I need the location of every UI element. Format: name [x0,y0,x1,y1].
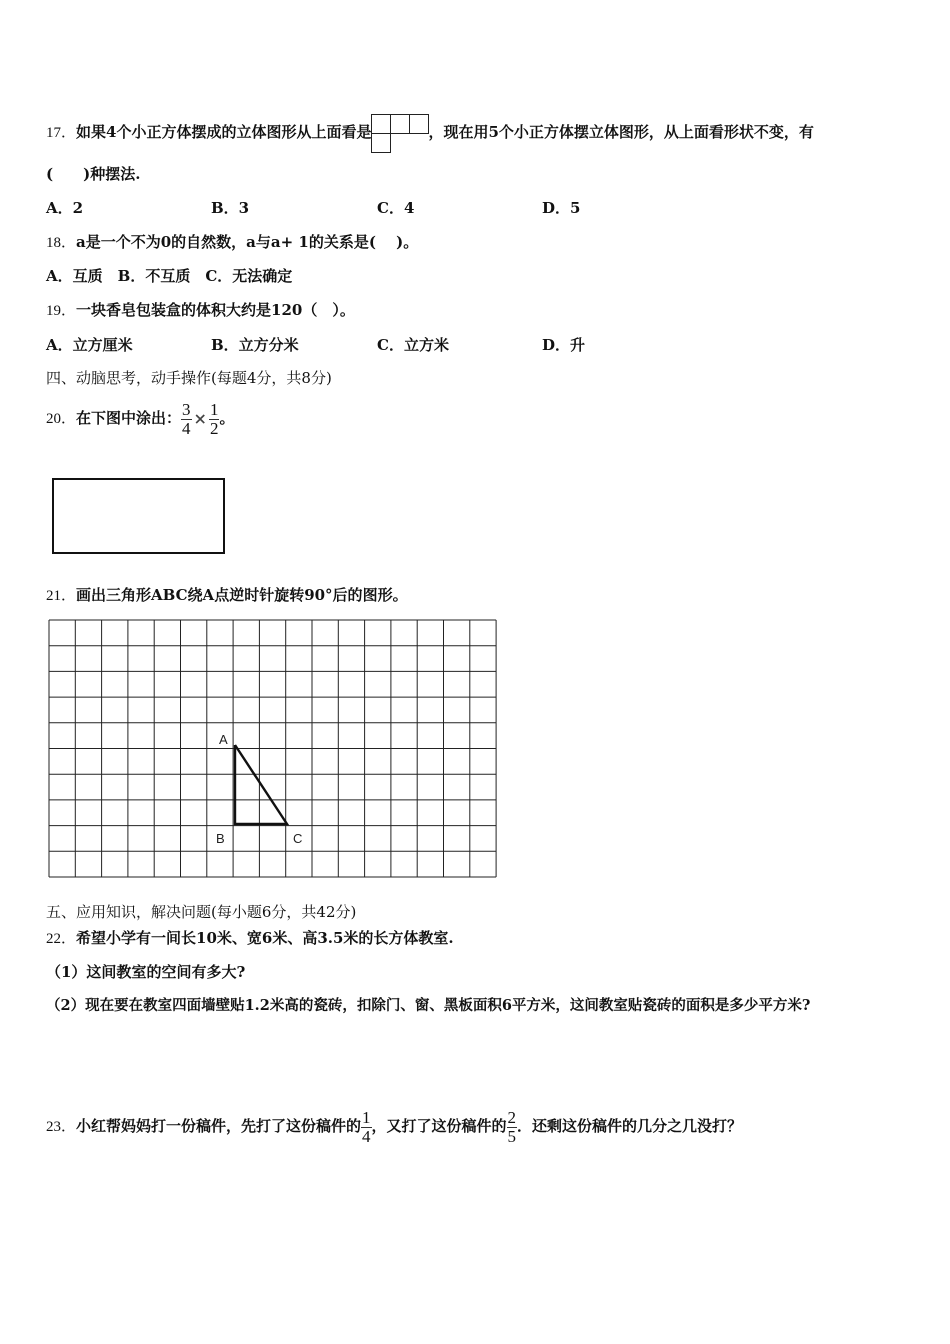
q17-blank-line: ( )种摆法. [46,165,141,183]
q18-line [46,232,418,253]
q20-frac1-num: 3 [182,399,191,419]
label-c: C [293,831,303,846]
label-b: B [216,831,225,846]
q21-line [46,585,408,606]
q23-frac1-num: 1 [362,1107,371,1127]
q20-shading-rectangle [52,478,225,554]
q22-sub-1: （1）这间教室的空间有多大? [46,963,246,981]
q23-frac2-num: 2 [507,1107,517,1127]
q20-frac2-num: 1 [209,399,219,419]
q21-number: 21． [46,588,77,604]
q19-option-c: C．立方米 [377,336,449,354]
q23-frac1-den: 4 [362,1126,371,1146]
q19-option-a: A．立方厘米 [46,336,133,354]
q23-text-b: ，又打了这份稿件的 [371,1117,507,1135]
section-4-heading: 四、动脑思考，动手操作(每题4分，共8分) [46,369,332,387]
q23-number: 23． [46,1119,77,1135]
q22-number: 22． [46,931,77,947]
q23-frac2-den: 5 [507,1126,517,1146]
q19-option-b: B．立方分米 [211,336,299,354]
q20-fraction-1 [181,401,192,438]
q22-sub-2: （2）现在要在教室四面墙壁贴1.2米高的瓷砖，扣除门、窗、黑板面积6平方米，这间教室贴瓷砖的面积是多少平方米? [46,997,811,1014]
q20-text: 在下图中涂出： [76,409,182,427]
q17-option-c: C．4 [377,199,415,217]
q17-text-b: ，现在用5个小正方体摆立体图形，从上面看形状不变，有 [428,123,814,141]
label-a: A [219,732,228,747]
q17-option-d: D．5 [542,199,581,217]
q20-frac1-den: 4 [182,418,191,438]
q20-number: 20． [46,411,77,427]
q21-grid [47,618,503,880]
q18-text: a是一个不为0的自然数，a与a+ 1的关系是( )。 [76,233,419,251]
q17-option-b: B．3 [211,199,250,217]
q20-end: 。 [219,409,235,427]
q18-options: A．互质 B．不互质 C．无法确定 [46,267,293,285]
q23-line [46,1104,742,1149]
q19-option-d: D．升 [542,336,586,354]
q19-text: 一块香皂包装盒的体积大约是120（ ）。 [76,301,355,319]
q23-text-c: ．还剩这份稿件的几分之几没打？ [517,1117,743,1135]
q22-line [46,928,454,949]
q20-fraction-2 [209,401,220,438]
q17-line1 [46,114,814,152]
q18-number: 18． [46,235,77,251]
q17-number: 17． [46,125,77,141]
q23-text-a: 小红帮妈妈打一份稿件，先打了这份稿件的 [76,1117,362,1135]
times-sign: × [193,409,207,428]
q23-fraction-1 [361,1109,372,1146]
section-5-heading: 五、应用知识，解决问题(每小题6分，共42分) [46,903,357,921]
q22-text: 希望小学有一间长10米、宽6米、高3.5米的长方体教室. [76,929,454,947]
q17-option-a: A．2 [46,199,84,217]
q17-text-a: 如果4个小正方体摆成的立体图形从上面看是 [76,123,372,141]
q20-frac2-den: 2 [209,418,219,438]
q19-number: 19． [46,303,77,319]
top-view-figure [371,114,428,152]
triangle-abc [235,745,287,824]
q19-line [46,300,355,321]
q23-fraction-2 [507,1109,518,1146]
q21-text: 画出三角形ABC绕A点逆时针旋转90°后的图形。 [76,586,408,604]
q20-line [46,398,234,439]
